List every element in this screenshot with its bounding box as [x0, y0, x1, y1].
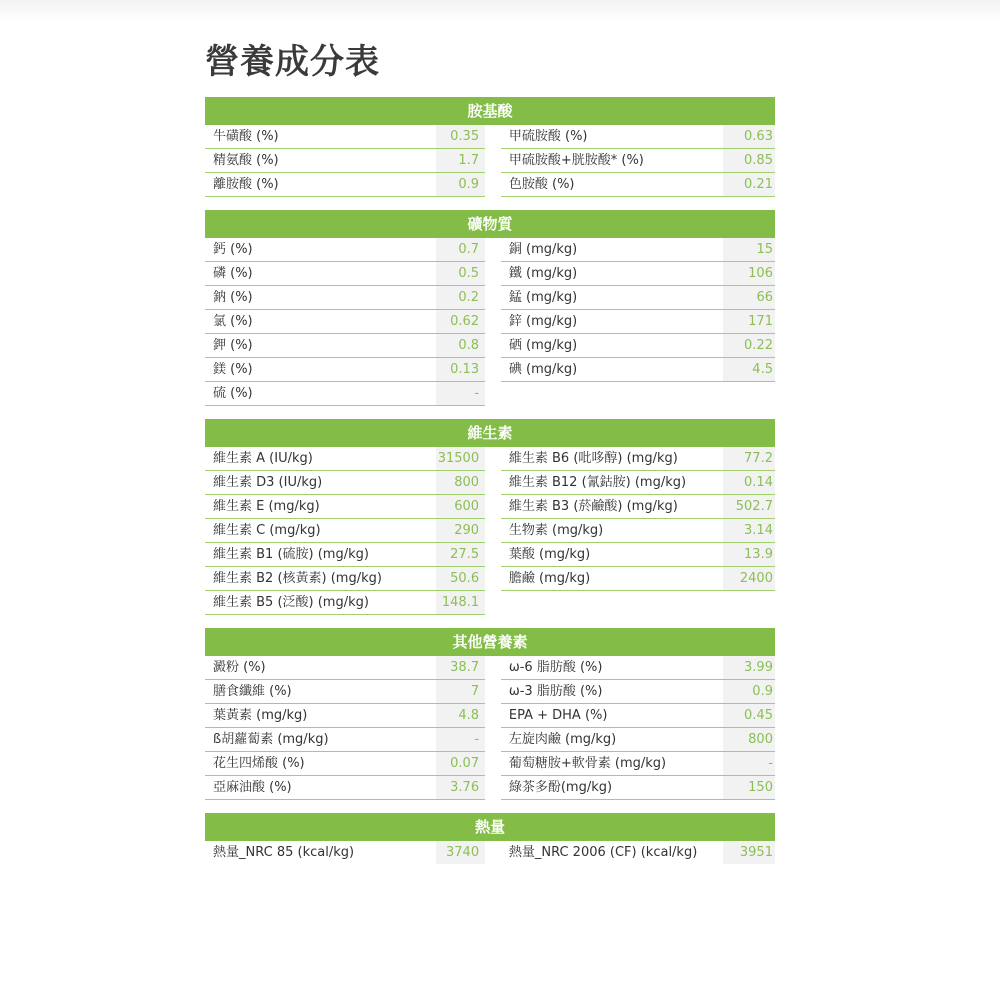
nutrient-value: 13.9 [723, 543, 775, 567]
nutrient-value: 106 [723, 262, 775, 286]
page-title: 營養成分表 [205, 42, 380, 82]
nutrient-value [723, 382, 775, 405]
table-row [205, 776, 775, 800]
section-vitamins [205, 419, 775, 615]
nutrient-value: 0.07 [436, 752, 485, 776]
table-row [205, 752, 775, 776]
nutrient-name: 色胺酸 (%) [501, 173, 723, 197]
nutrient-value: 27.5 [436, 543, 485, 567]
nutrient-value: 0.22 [723, 334, 775, 358]
section-other-nutrients [205, 628, 775, 800]
nutrient-name: 甲硫胺酸 (%) [501, 125, 723, 149]
nutrient-name: 維生素 D3 (IU/kg) [205, 471, 436, 495]
nutrient-value: - [436, 728, 485, 752]
nutrient-value: 0.35 [436, 125, 485, 149]
nutrient-value: 800 [436, 471, 485, 495]
nutrient-value: 31500 [436, 447, 485, 471]
nutrient-name: ω-6 脂肪酸 (%) [501, 656, 723, 680]
section-header: 熱量 [205, 813, 775, 841]
nutrient-value: 148.1 [436, 591, 485, 615]
nutrient-name: 葉黃素 (mg/kg) [205, 704, 436, 728]
section-header: 胺基酸 [205, 97, 775, 125]
nutrient-name: 維生素 E (mg/kg) [205, 495, 436, 519]
table-row [205, 262, 775, 286]
nutrient-name: 花生四烯酸 (%) [205, 752, 436, 776]
nutrient-name: 膽鹼 (mg/kg) [501, 567, 723, 591]
table-row [205, 680, 775, 704]
nutrient-value: 2400 [723, 567, 775, 591]
nutrient-value: 0.8 [436, 334, 485, 358]
nutrient-value: 0.2 [436, 286, 485, 310]
nutrient-name: 左旋肉鹼 (mg/kg) [501, 728, 723, 752]
nutrient-name: 硫 (%) [205, 382, 436, 406]
table-row [205, 495, 775, 519]
nutrient-name: 維生素 B6 (吡哆醇) (mg/kg) [501, 447, 723, 471]
nutrient-name: 維生素 B3 (菸鹼酸) (mg/kg) [501, 495, 723, 519]
nutrient-value: - [436, 382, 485, 406]
table-row [205, 447, 775, 471]
nutrient-value: 800 [723, 728, 775, 752]
nutrient-value: 15 [723, 238, 775, 262]
nutrient-name: 生物素 (mg/kg) [501, 519, 723, 543]
nutrient-value: 7 [436, 680, 485, 704]
nutrient-value [723, 591, 775, 614]
nutrient-value: 0.21 [723, 173, 775, 197]
nutrient-value: 0.14 [723, 471, 775, 495]
table-row [205, 567, 775, 591]
table-row [205, 656, 775, 680]
nutrient-value: 150 [723, 776, 775, 800]
nutrient-value: 0.45 [723, 704, 775, 728]
table-row [205, 728, 775, 752]
nutrient-value: 502.7 [723, 495, 775, 519]
nutrient-name: 維生素 A (IU/kg) [205, 447, 436, 471]
nutrient-name: 精氨酸 (%) [205, 149, 436, 173]
nutrient-value: 0.85 [723, 149, 775, 173]
nutrient-name [501, 382, 723, 405]
nutrient-value: 3.76 [436, 776, 485, 800]
nutrient-name: 鉀 (%) [205, 334, 436, 358]
table-row [205, 149, 775, 173]
table-row [205, 591, 775, 615]
nutrient-value: 3740 [436, 841, 485, 864]
nutrient-value: 3951 [723, 841, 775, 864]
nutrient-value: 600 [436, 495, 485, 519]
nutrient-name: 綠茶多酚(mg/kg) [501, 776, 723, 800]
nutrient-name: 鈉 (%) [205, 286, 436, 310]
nutrient-name: 葉酸 (mg/kg) [501, 543, 723, 567]
nutrient-value: 3.99 [723, 656, 775, 680]
nutrient-name: 維生素 C (mg/kg) [205, 519, 436, 543]
table-row [205, 173, 775, 197]
nutrient-name: 澱粉 (%) [205, 656, 436, 680]
top-shadow [0, 0, 1000, 22]
nutrient-name [501, 591, 723, 614]
nutrient-name: 維生素 B1 (硫胺) (mg/kg) [205, 543, 436, 567]
nutrient-name: 氯 (%) [205, 310, 436, 334]
nutrient-name: 甲硫胺酸+胱胺酸* (%) [501, 149, 723, 173]
nutrient-name: 鋅 (mg/kg) [501, 310, 723, 334]
nutrient-name: 硒 (mg/kg) [501, 334, 723, 358]
nutrient-value: 0.9 [436, 173, 485, 197]
table-row [205, 519, 775, 543]
nutrient-name: 熱量_NRC 2006 (CF) (kcal/kg) [508, 845, 698, 860]
nutrient-name: 錳 (mg/kg) [501, 286, 723, 310]
nutrient-name: 鐵 (mg/kg) [501, 262, 723, 286]
nutrient-name: EPA + DHA (%) [501, 704, 723, 728]
table-row [205, 286, 775, 310]
nutrient-value: - [723, 752, 775, 776]
table-row [205, 543, 775, 567]
nutrient-value: 38.7 [436, 656, 485, 680]
table-row [205, 704, 775, 728]
nutrient-name: 碘 (mg/kg) [501, 358, 723, 382]
table-row [205, 310, 775, 334]
nutrient-value: 0.5 [436, 262, 485, 286]
nutrient-name: 熱量_NRC 85 (kcal/kg) [213, 845, 355, 860]
table-row [205, 382, 775, 406]
section-header: 其他營養素 [205, 628, 775, 656]
nutrient-value: 4.8 [436, 704, 485, 728]
nutrition-table [205, 97, 775, 878]
table-row [205, 238, 775, 262]
nutrient-value: 171 [723, 310, 775, 334]
table-row [205, 125, 775, 149]
nutrient-value: 290 [436, 519, 485, 543]
nutrient-name: ß胡蘿蔔素 (mg/kg) [205, 728, 436, 752]
nutrient-value: 0.62 [436, 310, 485, 334]
nutrient-value: 3.14 [723, 519, 775, 543]
section-header: 礦物質 [205, 210, 775, 238]
nutrient-name: 鈣 (%) [205, 238, 436, 262]
nutrient-value: 77.2 [723, 447, 775, 471]
table-row [205, 334, 775, 358]
nutrient-name: 維生素 B12 (氰鈷胺) (mg/kg) [501, 471, 723, 495]
nutrient-name: 磷 (%) [205, 262, 436, 286]
nutrient-value: 0.9 [723, 680, 775, 704]
nutrient-name: 鎂 (%) [205, 358, 436, 382]
section-amino-acids [205, 97, 775, 197]
nutrient-name: 維生素 B2 (核黃素) (mg/kg) [205, 567, 436, 591]
section-minerals [205, 210, 775, 406]
table-row [205, 358, 775, 382]
nutrient-value: 66 [723, 286, 775, 310]
nutrient-value: 0.7 [436, 238, 485, 262]
table-row [205, 471, 775, 495]
nutrient-name: 膳食纖維 (%) [205, 680, 436, 704]
nutrient-value: 1.7 [436, 149, 485, 173]
nutrient-value: 50.6 [436, 567, 485, 591]
section-energy [205, 813, 775, 865]
nutrient-name: 維生素 B5 (泛酸) (mg/kg) [205, 591, 436, 615]
nutrient-name: 牛磺酸 (%) [205, 125, 436, 149]
nutrient-name: ω-3 脂肪酸 (%) [501, 680, 723, 704]
nutrient-name: 銅 (mg/kg) [501, 238, 723, 262]
nutrient-value: 0.63 [723, 125, 775, 149]
section-header: 維生素 [205, 419, 775, 447]
table-row [205, 841, 775, 865]
nutrient-value: 4.5 [723, 358, 775, 382]
nutrient-name: 葡萄糖胺+軟骨素 (mg/kg) [501, 752, 723, 776]
nutrient-name: 亞麻油酸 (%) [205, 776, 436, 800]
nutrient-value: 0.13 [436, 358, 485, 382]
nutrient-name: 離胺酸 (%) [205, 173, 436, 197]
